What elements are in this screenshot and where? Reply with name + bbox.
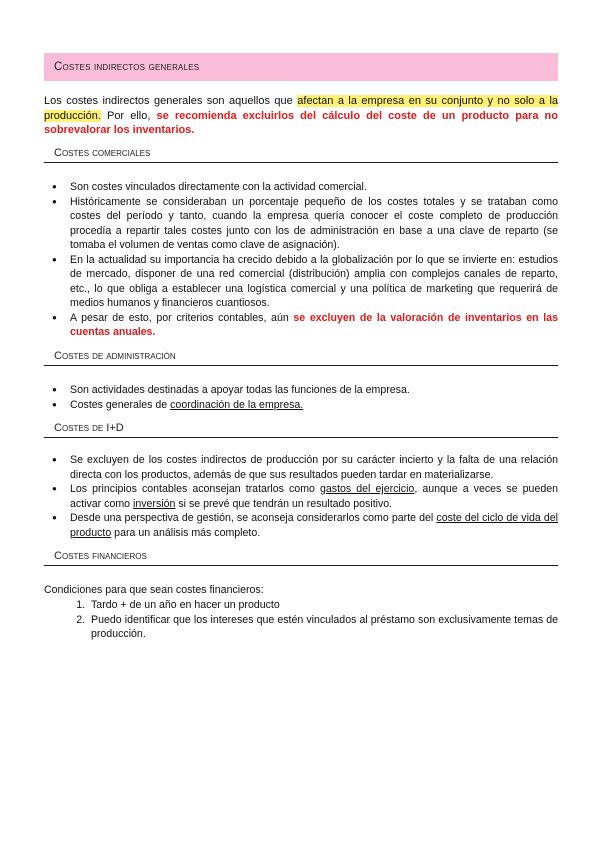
list-imasd [44,453,558,540]
intro-highlight: afectan a la empresa en su conjunto y no solo a la producción. [44,95,559,122]
intro-red-text: se recomienda excluirlos del cálculo del coste de un producto para no sobrevalorar los inventarios. [44,109,558,136]
list-item-text: Desde una perspectiva de gestión, se aconseja considerarlos como parte del [70,512,437,524]
intro-text-1: Los costes indirectos generales son aquellos que [44,95,298,107]
list-item-underlined: coordinación de la empresa. [170,398,304,411]
conditions-intro: Condiciones para que sean costes financieros: [44,584,264,596]
list-item: 2. Puedo identificar que los intereses que estén vinculados al préstamo son exclusivamente temas de producción. [88,613,558,642]
list-item [70,511,558,540]
list-item-underlined: gastos del ejercicio [320,483,415,495]
list-item-text: si se prevé que tendrán un resultado positivo. [175,497,393,510]
list-item-text: A pesar de esto, por criterios contables, aún [70,311,294,324]
list-item: ● En la actualidad su importancia ha crecido debido a la globalización por lo que se invierte en: estudios de mercado, disponer de una red comercial (distribución) amplia con complejos canales de reparto, etc., lo que obliga a establecer una logística comercial y una política de marketing que requerirá de medios humanos y financieros cuantiosos. [70,253,558,311]
list-item: ● Son actividades destinadas a apoyar todas las funciones de la empresa. [70,383,558,398]
main-heading [44,53,558,81]
section-title-imasd-text: Costes de I+D [54,422,124,434]
list-item-text: Los principios contables aconsejan tratarlos como [70,483,320,495]
list-item-underlined: coste del ciclo de vida del producto [70,512,558,539]
list-item: ● Son costes vinculados directamente con la actividad comercial. [70,180,558,195]
list-item [70,398,558,413]
list-comerciales [44,180,558,340]
list-item-underlined: inversión [133,497,176,510]
list-item-text: para un análisis más completo. [111,526,261,539]
list-item [70,311,558,340]
list-administracion [44,383,558,412]
section-title-imasd [44,419,558,438]
list-item-text: , aunque a veces se pueden activar como [70,483,559,510]
list-item-text: Costes generales de [70,398,171,411]
list-item [70,482,558,511]
section-title-administracion-text: Costes de administración [54,350,176,362]
list-item: 1. Tardo + de un año en hacer un producto [88,598,558,613]
intro-paragraph [44,94,558,138]
list-item-red-text: se excluyen de la valoración de inventarios en las cuentas anuales. [70,311,558,338]
conditions-list [44,598,558,642]
main-heading-text: Costes indirectos generales [54,61,200,73]
section-title-financieros [44,547,558,566]
section-title-comerciales-text: Costes comerciales [54,147,151,159]
list-item: ● Se excluyen de los costes indirectos de producción por su carácter incierto y la falta de una relación directa con los productos, además de que sus resultados pueden tardar en materializarse. [70,453,558,482]
section-title-financieros-text: Costes financieros [54,550,147,562]
intro-text-2: Por ello, [100,109,157,122]
section-title-administracion [44,347,558,366]
list-item: ● Históricamente se consideraban un porcentaje pequeño de los costes totales y se trataban como costes del período y tanto, cuando la empresa quería conocer el coste completo de producción procedía a repartir tales costes junto con los de administración en base a una clave de reparto (se tomaba el volumen de ventas como clave de asignación). [70,195,558,253]
section-title-comerciales [44,144,558,163]
